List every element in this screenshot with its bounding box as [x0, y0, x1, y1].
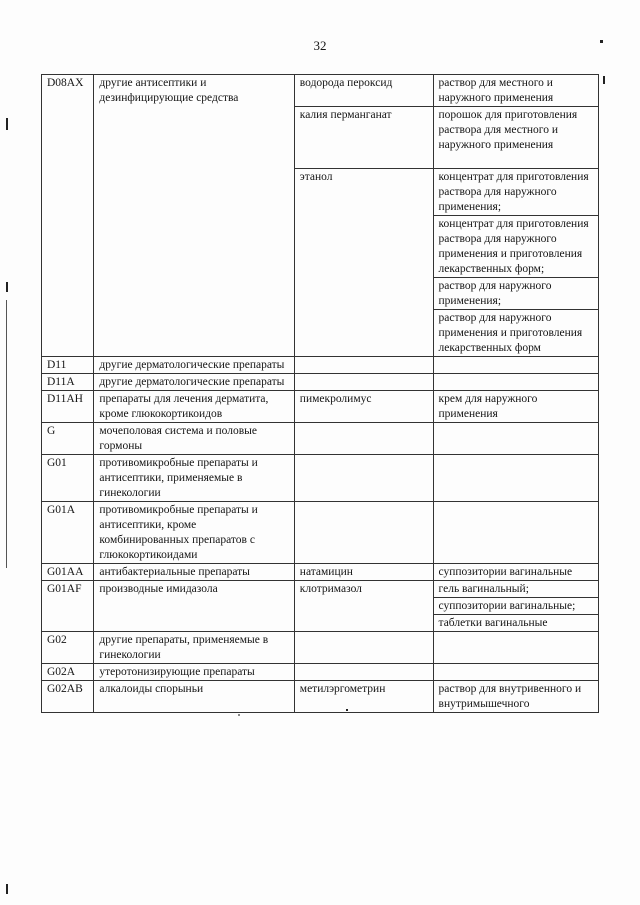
substance-name — [294, 632, 433, 664]
scan-mark — [6, 282, 8, 292]
substance-name — [294, 664, 433, 681]
dosage-form: раствор для наружного применения; — [434, 277, 598, 309]
atc-code: D11A — [42, 374, 94, 391]
substance-name: клотримазол — [294, 581, 433, 632]
group-name: противомикробные препараты и антисептики, применяемые в гинекологии — [94, 455, 294, 502]
atc-code: G01AA — [42, 564, 94, 581]
atc-code: D11 — [42, 357, 94, 374]
table-row — [42, 632, 599, 664]
dosage-form — [433, 455, 598, 502]
group-name: антибактериальные препараты — [94, 564, 294, 581]
dosage-form: раствор для местного и наружного применения — [433, 75, 598, 107]
scan-mark — [346, 709, 348, 711]
scan-mark — [238, 714, 240, 716]
dosage-form: концентрат для приготовления раствора для наружного применения; — [438, 171, 589, 213]
substance-name: натамицин — [294, 564, 433, 581]
group-name: другие дерматологические препараты — [94, 357, 294, 374]
scan-mark — [603, 76, 605, 84]
substance-name — [294, 374, 433, 391]
scan-mark — [6, 300, 7, 568]
group-name: алкалоиды спорыньи — [94, 681, 294, 713]
substance-name: калия перманганат — [294, 107, 433, 169]
atc-code: G01AF — [42, 581, 94, 632]
dosage-form-list — [433, 169, 598, 357]
atc-code: D08AX — [42, 75, 94, 357]
page-number: 32 — [313, 38, 327, 53]
substance-name — [294, 423, 433, 455]
group-name: мочеполовая система и половые гормоны — [94, 423, 294, 455]
atc-code: G — [42, 423, 94, 455]
dosage-form: таблетки вагинальные — [434, 614, 598, 631]
scan-mark — [6, 118, 8, 130]
substance-name — [294, 357, 433, 374]
atc-code: G02 — [42, 632, 94, 664]
table-row — [42, 681, 599, 713]
substance-name: пимекролимус — [294, 391, 433, 423]
group-name: производные имидазола — [94, 581, 294, 632]
dosage-form: раствор для наружного применения и приготовления лекарственных форм — [434, 309, 598, 356]
dosage-form — [433, 423, 598, 455]
table-row — [42, 564, 599, 581]
table-row — [42, 455, 599, 502]
group-name: другие антисептики и дезинфицирующие средства — [94, 75, 294, 357]
substance-name — [294, 502, 433, 564]
dosage-form — [433, 374, 598, 391]
dosage-form: суппозитории вагинальные; — [434, 597, 598, 614]
table-row — [42, 357, 599, 374]
dosage-form-list — [433, 581, 598, 632]
group-name: препараты для лечения дерматита, кроме глюкокортикоидов — [94, 391, 294, 423]
table-row — [42, 664, 599, 681]
group-name: утеротонизирующие препараты — [94, 664, 294, 681]
dosage-form: суппозитории вагинальные — [433, 564, 598, 581]
atc-code: G02AB — [42, 681, 94, 713]
substance-name: этанол — [294, 169, 433, 357]
dosage-form: порошок для приготовления раствора для местного и наружного применения — [433, 107, 598, 169]
group-name: другие дерматологические препараты — [94, 374, 294, 391]
table-row — [42, 502, 599, 564]
dosage-form: крем для наружного применения — [433, 391, 598, 423]
dosage-form — [433, 632, 598, 664]
table-row — [42, 374, 599, 391]
scan-mark — [6, 884, 8, 894]
group-name: противомикробные препараты и антисептики, кроме комбинированных препаратов с глюкокортикоидами — [94, 502, 294, 564]
drug-classification-table — [41, 74, 599, 713]
dosage-form — [433, 357, 598, 374]
substance-name — [294, 455, 433, 502]
table-row — [42, 75, 599, 107]
table-row — [42, 581, 599, 632]
dosage-form: концентрат для приготовления раствора для наружного применения и приготовления лекарственных форм; — [434, 215, 598, 277]
group-name: другие препараты, применяемые в гинекологии — [94, 632, 294, 664]
substance-name: водорода пероксид — [294, 75, 433, 107]
table-row — [42, 423, 599, 455]
atc-code: G02A — [42, 664, 94, 681]
dosage-form — [433, 664, 598, 681]
dosage-form: раствор для внутривенного и внутримышечного — [433, 681, 598, 713]
atc-code: D11AH — [42, 391, 94, 423]
table-row — [42, 391, 599, 423]
atc-code: G01 — [42, 455, 94, 502]
scan-mark — [600, 40, 603, 43]
dosage-form: гель вагинальный; — [438, 583, 529, 595]
atc-code: G01A — [42, 502, 94, 564]
dosage-form — [433, 502, 598, 564]
substance-name: метилэргометрин — [294, 681, 433, 713]
